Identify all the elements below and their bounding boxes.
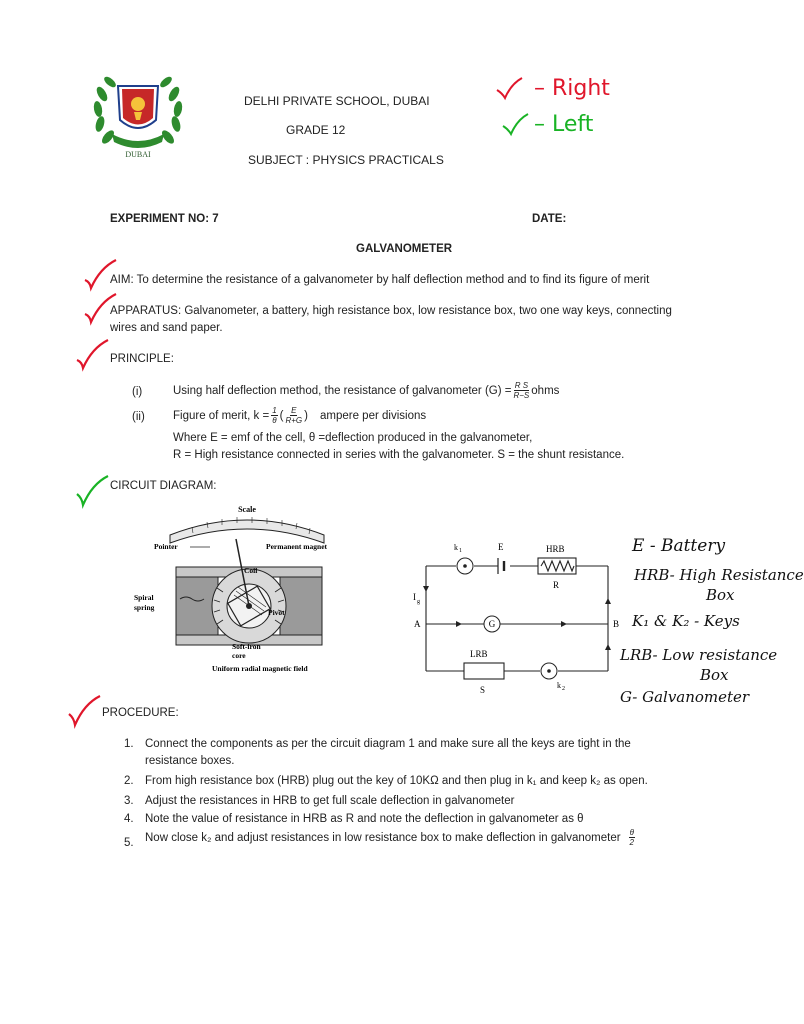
- red-check-icon: [494, 76, 524, 102]
- circuit-heading: CIRCUIT DIAGRAM:: [110, 480, 217, 492]
- red-check-icon: [66, 694, 102, 728]
- grade-label: GRADE 12: [286, 123, 346, 137]
- procedure-step-4-num: 4.: [124, 813, 134, 825]
- label-core-2: core: [232, 651, 246, 660]
- procedure-step-5-num: 5.: [124, 837, 134, 849]
- note-galvanometer: G- Galvanometer: [620, 688, 750, 706]
- label-spring-1: Spiral: [134, 593, 154, 602]
- principle-where-2: R = High resistance connected in series with the galvanometer. S = the shunt resistance.: [173, 449, 625, 461]
- key-k2-icon: [541, 663, 557, 679]
- label-E: E: [498, 542, 504, 552]
- legend-right-text: – Right: [534, 76, 610, 101]
- note-lrb-box: Box: [700, 666, 729, 684]
- procedure-step-3: Adjust the resistances in HRB to get full scale deflection in galvanometer: [145, 795, 515, 807]
- principle-item-2-num: (ii): [132, 411, 145, 423]
- subject-label: SUBJECT : PHYSICS PRACTICALS: [248, 153, 444, 167]
- date-label: DATE:: [532, 213, 567, 225]
- circuit-schematic: [412, 536, 622, 696]
- label-S: S: [480, 685, 486, 695]
- note-lrb: LRB- Low resistance: [620, 646, 778, 664]
- apparatus-line2: wires and sand paper.: [110, 322, 223, 334]
- procedure-step-1-cont: resistance boxes.: [145, 755, 235, 767]
- label-B: B: [613, 619, 620, 629]
- experiment-number: EXPERIMENT NO: 7: [110, 213, 219, 225]
- procedure-heading: PROCEDURE:: [102, 707, 179, 719]
- paren-open: (: [279, 409, 284, 422]
- experiment-title: GALVANOMETER: [356, 243, 453, 255]
- red-check-icon: [74, 338, 110, 370]
- label-pivot: Pivot: [268, 608, 285, 617]
- label-magnet: Permanent magnet: [266, 542, 328, 551]
- label-R: R: [553, 580, 560, 590]
- fraction-e-rg: [285, 406, 302, 425]
- principle-item-2: [173, 406, 426, 425]
- label-k1: k: [454, 543, 458, 552]
- label-coil: Coil: [244, 566, 258, 575]
- procedure-step-1: Connect the components as per the circuit diagram 1 and make sure all the keys are tight in the: [145, 738, 631, 750]
- principle-item-1-unit: ohms: [531, 384, 560, 397]
- label-scale: Scale: [238, 505, 256, 514]
- fraction-theta-half: [629, 828, 635, 847]
- fraction-top: R S: [514, 381, 529, 390]
- principle-item-2-unit: ampere per divisions: [320, 409, 427, 422]
- procedure-step-3-num: 3.: [124, 795, 134, 807]
- procedure-step-5-text: Now close k₂ and adjust resistances in low resistance box to make deflection in galvanometer: [145, 831, 621, 844]
- procedure-step-2: From high resistance box (HRB) plug out the key of 10KΩ and then plug in k₁ and keep k₂ as open.: [145, 775, 648, 787]
- school-logo: [88, 64, 188, 164]
- procedure-step-4: Note the value of resistance in HRB as R and note the deflection in galvanometer as θ: [145, 813, 584, 825]
- fraction-top: 1: [272, 406, 277, 415]
- fraction-top: θ: [629, 828, 634, 837]
- aim-text: AIM: To determine the resistance of a galvanometer by half deflection method and to find its figure of merit: [110, 274, 650, 286]
- note-hrb: HRB- High Resistance: [634, 566, 804, 584]
- label-field: Uniform radial magnetic field: [212, 664, 308, 673]
- principle-where-1: Where E = emf of the cell, θ =deflection produced in the galvanometer,: [173, 432, 533, 444]
- principle-item-2-text: Figure of merit, k =: [173, 409, 270, 422]
- label-pointer: Pointer: [154, 542, 178, 551]
- fraction-one-theta: [271, 406, 277, 425]
- label-A: A: [414, 619, 421, 629]
- fraction-top: E: [291, 406, 297, 415]
- principle-heading: PRINCIPLE:: [110, 353, 174, 365]
- label-k2-sub: 2: [562, 686, 565, 692]
- label-HRB: HRB: [546, 544, 565, 554]
- label-LRB: LRB: [470, 649, 488, 659]
- galvanometer-diagram: [132, 503, 362, 683]
- principle-item-1-num: (i): [132, 386, 143, 398]
- fraction-bottom: θ: [272, 416, 277, 425]
- fraction-bottom: R−S: [513, 391, 530, 400]
- label-spring-2: spring: [134, 603, 155, 612]
- procedure-step-1-num: 1.: [124, 738, 134, 750]
- green-check-icon: [500, 112, 530, 138]
- principle-item-1: [173, 381, 559, 400]
- paren-close: ): [304, 409, 308, 422]
- label-G: G: [488, 619, 496, 629]
- school-name: DELHI PRIVATE SCHOOL, DUBAI: [244, 94, 430, 108]
- green-check-icon: [74, 474, 110, 508]
- note-hrb-box: Box: [706, 586, 735, 604]
- procedure-step-5: [145, 828, 637, 847]
- label-k1-sub: 1: [459, 548, 462, 554]
- label-core-1: Soft-iron: [232, 642, 261, 651]
- label-k2: k: [557, 681, 561, 690]
- label-Ig: I: [413, 592, 416, 602]
- fraction-bottom: 2: [629, 838, 634, 847]
- legend-left-text: – Left: [534, 112, 594, 137]
- apparatus-line1: APPARATUS: Galvanometer, a battery, high resistance box, low resistance box, two one way keys, connecting: [110, 305, 672, 317]
- label-Ig-sub: g: [417, 599, 420, 605]
- fraction-bottom: R+G: [285, 416, 303, 425]
- key-k1-icon: [457, 558, 473, 574]
- procedure-step-2-num: 2.: [124, 775, 134, 787]
- principle-item-1-text: Using half deflection method, the resistance of galvanometer (G) =: [173, 384, 512, 397]
- fraction-rs: [513, 381, 529, 400]
- note-keys: K₁ & K₂ - Keys: [632, 612, 740, 630]
- logo-caption: DUBAI: [125, 150, 151, 159]
- note-battery: E - Battery: [632, 536, 726, 556]
